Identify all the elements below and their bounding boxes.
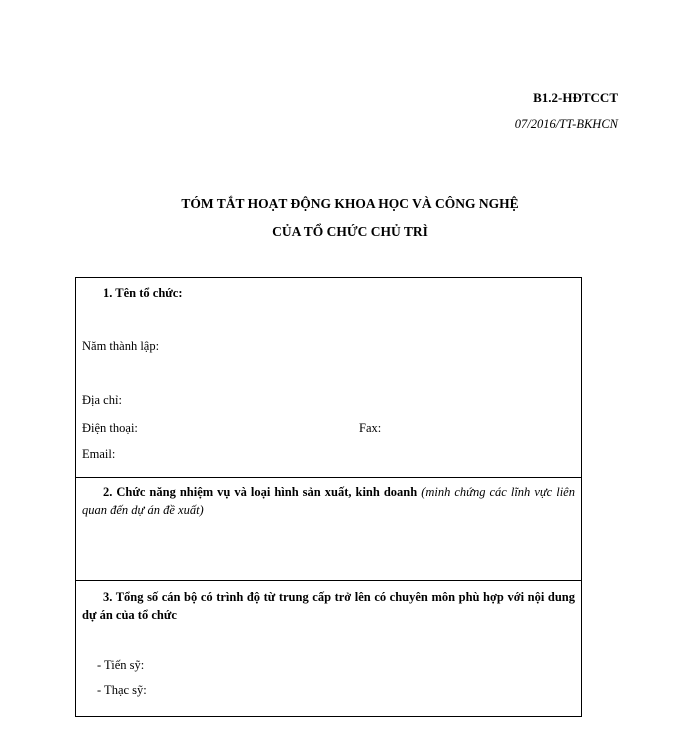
founding-year-label: Năm thành lập: bbox=[82, 339, 160, 353]
staff-heading: 3. Tổng số cán bộ có trình độ từ trung cấp trở lên có chuyên môn phù hợp với nội dung dự án của tổ chức bbox=[82, 590, 575, 622]
doctor-label: - Tiến sỹ: bbox=[97, 658, 145, 672]
form-table bbox=[75, 277, 582, 717]
functions-heading bbox=[82, 483, 575, 519]
page-subtitle: CỦA TỔ CHỨC CHỦ TRÌ bbox=[272, 224, 428, 239]
email-label: Email: bbox=[82, 447, 116, 461]
circular-reference: 07/2016/TT-BKHCN bbox=[514, 117, 618, 131]
form-code: B1.2-HĐTCCT bbox=[533, 90, 618, 105]
phone-label: Điện thoại: bbox=[82, 421, 138, 435]
functions-heading-note: (minh chứng các lĩnh vực liên quan đến dự án đề xuất) bbox=[82, 485, 575, 517]
fax-label: Fax: bbox=[359, 421, 382, 435]
organization-info-section bbox=[76, 278, 581, 478]
staff-section bbox=[76, 580, 581, 740]
functions-heading-bold: 2. Chức năng nhiệm vụ và loại hình sản xuất, kinh doanh bbox=[103, 485, 418, 499]
functions-section bbox=[76, 477, 581, 581]
address-label: Địa chỉ: bbox=[82, 393, 122, 407]
organization-name-label: 1. Tên tổ chức: bbox=[103, 286, 183, 300]
master-label: - Thạc sỹ: bbox=[97, 683, 147, 697]
page-title: TÓM TẮT HOẠT ĐỘNG KHOA HỌC VÀ CÔNG NGHỆ bbox=[181, 196, 519, 211]
